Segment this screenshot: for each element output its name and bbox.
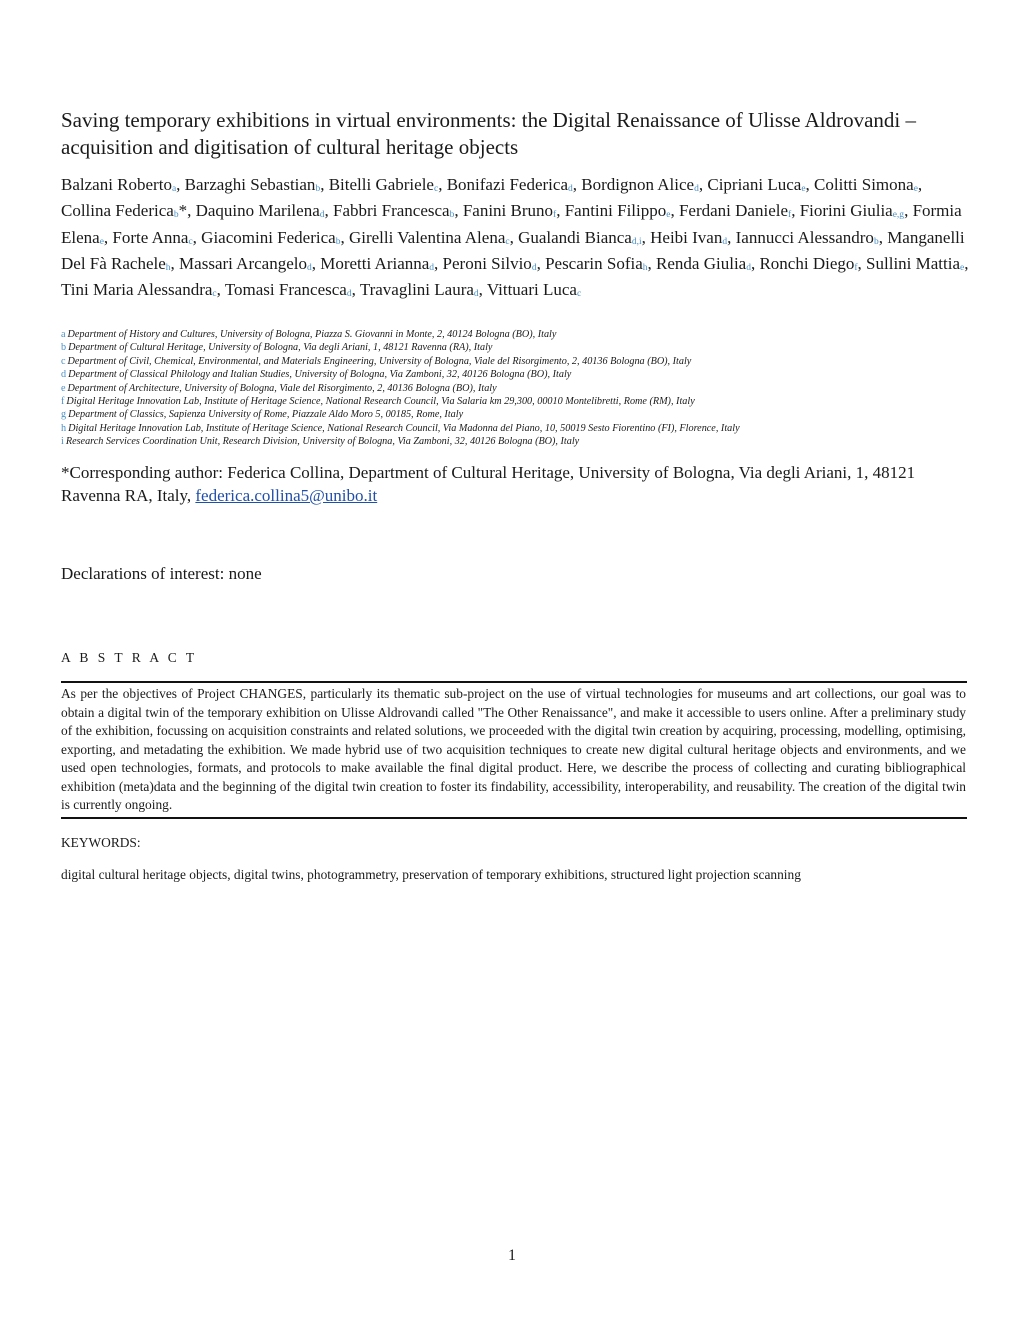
author	[866, 254, 964, 273]
author-affiliation-marker: e,g	[892, 210, 905, 221]
author-name: Cipriani Luca	[707, 175, 802, 194]
author-name: Massari Arcangelo	[179, 253, 307, 273]
author	[201, 228, 340, 247]
author-affiliation-marker: d	[429, 262, 435, 273]
author-name: Ferdani Daniele	[678, 201, 789, 221]
author-name: Forte Anna	[112, 227, 189, 247]
author	[61, 280, 217, 299]
affiliation-text: Digital Heritage Innovation Lab, Institute of Heritage Science, National Research Council, Via Salaria km 29,300, 00010 Montelibretti, Rome (RM), Italy	[66, 396, 695, 408]
author	[185, 175, 321, 194]
author-name: Barzaghi Sebastian	[184, 175, 316, 194]
author-affiliation-marker: d	[473, 289, 479, 300]
affiliation-letter: f	[61, 396, 65, 408]
author-affiliation-marker: e	[99, 236, 104, 247]
author-affiliation-marker: b	[315, 184, 321, 194]
abstract-text: As per the objectives of Project CHANGES, particularly its thematic sub-project on the use of virtual technologies for museums and art collections, our goal was to obtain a digital twin of the temporary exhibition on Ulisse Aldrovandi called "The Other Renaissance", and make it accessible to users online. After a preliminary study of the exhibition, focussing on acquisition constraints and related solutions, we proceeded with the digital twin creation by acquiring, processing, modelling, optimising, exporting, and metadating the exhibition. We made hybrid use of two acquisition techniques to create new digital cultural heritage objects and environments, and we used open technologies, formats, and protocols to make available the final digital product. Here, we describe the process of collecting and curating bibliographical exhibition (meta)data and the beginning of the digital twin creation to foster its findability, accessibility, interoperability, and reusability. The creation of the digital twin is currently ongoing.	[61, 686, 966, 812]
affiliation-letter: a	[61, 329, 66, 340]
author-affiliation-marker: b	[449, 210, 455, 221]
affiliation-letter: d	[61, 369, 67, 381]
author-affiliation-marker: e	[960, 262, 965, 273]
author-name: Tini Maria Alessandra	[61, 280, 213, 300]
author	[650, 228, 727, 247]
affiliation-letter: i	[61, 436, 64, 448]
affiliation-item	[61, 408, 971, 421]
author-list: Balzani Robertoa, Barzaghi Sebastianb, Bitelli Gabrielec, Bonifazi Federicad, Bordignon Aliced, Cipriani Lucae, Colitti Simonae, Collina Federicab*, Daquino Marilenad, Fabbri Francescab, Fanini Brunof, Fantini Filippoe, Ferdani Danielef, Fiorini Giuliae,g, Formia Elenae, Forte Annac, Giacomini Federicab, Girelli Valentina Alenac, Gualandi Biancad,i, Heibi Ivand, Iannucci Alessandrob, Manganelli Del Fà Racheleh, Massari Arcangelod, Moretti Ariannad, Peroni Silviod, Pescarin Sofiah, Renda Giuliad, Ronchi Diegof, Sullini Mattiae, Tini Maria Alessandrac, Tomasi Francescad, Travaglini Laurad, Vittuari Lucac	[61, 175, 969, 300]
author	[545, 254, 647, 273]
declarations-of-interest: Declarations of interest: none	[61, 564, 262, 583]
author-affiliation-marker: e	[801, 184, 806, 194]
affiliation-item	[61, 328, 971, 341]
affiliation-text: Department of Architecture, University of Bologna, Viale del Risorgimento, 2, 40136 Bologna (BO), Italy	[67, 382, 497, 394]
author	[814, 175, 918, 194]
author	[679, 201, 791, 220]
author-name: Girelli Valentina Alena	[348, 227, 506, 247]
affiliation-text: Department of History and Cultures, University of Bologna, Piazza S. Giovanni in Monte, 2, 40124 Bologna (BO), Italy	[67, 329, 557, 340]
author-name: Iannucci Alessandro	[735, 227, 874, 247]
author	[443, 254, 537, 273]
abstract-top-rule	[61, 681, 967, 683]
author-name: Bonifazi Federica	[446, 175, 568, 194]
author-affiliation-marker: d	[746, 262, 751, 273]
affiliation-text: Department of Classical Philology and Italian Studies, University of Bologna, Via Zamboni, 32, 40126 Bologna (BO), Italy	[68, 369, 572, 381]
author	[707, 175, 805, 194]
author-name: Travaglini Laura	[359, 280, 474, 300]
affiliation-letter: h	[61, 422, 67, 434]
author-name: Heibi Ivan	[650, 227, 723, 247]
author	[349, 228, 510, 247]
affiliation-letter: b	[61, 342, 67, 354]
affiliation-item	[61, 395, 971, 408]
affiliation-letter: e	[61, 382, 66, 394]
affiliation-letter: c	[61, 355, 66, 367]
keywords-heading: KEYWORDS:	[61, 835, 141, 850]
author	[196, 201, 325, 220]
author	[61, 175, 176, 194]
author-affiliation-marker: b	[873, 236, 879, 247]
author-affiliation-marker: f	[854, 262, 858, 273]
author-name: Vittuari Luca	[486, 280, 577, 300]
author-name: Pescarin Sofia	[545, 253, 643, 273]
author-name: Fiorini Giulia	[799, 201, 893, 221]
author-name: Ronchi Diego	[759, 253, 855, 273]
author-name: Giacomini Federica	[201, 227, 336, 247]
author-name: Colitti Simona	[814, 175, 914, 194]
affiliation-letter: g	[61, 409, 67, 421]
author-affiliation-marker: c	[505, 236, 510, 247]
affiliation-text: Department of Classics, Sapienza University of Rome, Piazzale Aldo Moro 5, 00185, Rome, Italy	[68, 409, 464, 421]
author-name: Balzani Roberto	[61, 175, 172, 194]
author-affiliation-marker: c	[188, 236, 193, 247]
author	[333, 201, 454, 220]
affiliation-text: Digital Heritage Innovation Lab, Institute of Heritage Science, National Research Council, Via Madonna del Piano, 10, 50019 Sesto Fiorentino (FI), Florence, Italy	[68, 422, 740, 434]
corresponding-email-link[interactable]: federica.collina5@unibo.it	[195, 486, 378, 505]
affiliation-item	[61, 382, 971, 395]
author-affiliation-marker: a	[171, 184, 177, 194]
author-name: Moretti Arianna	[320, 253, 430, 273]
corresponding-marker: *	[178, 201, 188, 221]
author-affiliation-marker: h	[165, 262, 171, 273]
author	[112, 228, 192, 247]
author-name: Collina Federica	[61, 201, 174, 221]
author-affiliation-marker: h	[642, 262, 648, 273]
author	[800, 201, 904, 220]
author-affiliation-marker: f	[788, 210, 792, 221]
author-affiliation-marker: c	[576, 289, 582, 300]
author	[736, 228, 879, 247]
author-name: Formia Elena	[61, 201, 962, 247]
corresponding-author-text: *Corresponding author: Federica Collina, Department of Cultural Heritage, University of Bologna, Via degli Ariani, 1, 48121 Ravenna RA, Italy,	[61, 463, 916, 505]
author-name: Peroni Silvio	[442, 253, 532, 273]
author-name: Gualandi Bianca	[518, 227, 632, 247]
author-affiliation-marker: b	[173, 210, 179, 221]
affiliation-text: Department of Cultural Heritage, University of Bologna, Via degli Ariani, 1, 48121 Ravenna (RA), Italy	[68, 342, 493, 354]
author-affiliation-marker: d,i	[631, 236, 642, 247]
author-name: Daquino Marilena	[195, 201, 320, 221]
affiliation-list	[61, 328, 971, 449]
author-name: Manganelli Del Fà Rachele	[61, 227, 965, 273]
author-name: Bitelli Gabriele	[328, 175, 434, 194]
author	[565, 201, 671, 220]
author	[581, 175, 699, 194]
author	[447, 175, 573, 194]
author-name: Tomasi Francesca	[224, 280, 347, 300]
author-affiliation-marker: d	[319, 210, 325, 221]
author	[463, 201, 556, 220]
author-name: Bordignon Alice	[581, 175, 695, 194]
paper-title: Saving temporary exhibitions in virtual environments: the Digital Renaissance of Ulisse Aldrovandi – acquisition and digitisation of cultural heritage objects	[61, 108, 917, 159]
author	[360, 280, 479, 299]
author	[518, 228, 642, 247]
author-affiliation-marker: d	[722, 236, 728, 247]
author-name: Fabbri Francesca	[332, 201, 450, 221]
author-name: Renda Giulia	[656, 253, 747, 273]
author-affiliation-marker: d	[306, 262, 312, 273]
abstract-heading: A B S T R A C T	[61, 650, 198, 665]
author-affiliation-marker: d	[346, 289, 352, 300]
author-affiliation-marker: d	[694, 184, 699, 194]
corresponding-author	[61, 461, 971, 507]
affiliation-item	[61, 435, 971, 448]
affiliation-text: Department of Civil, Chemical, Environmental, and Materials Engineering, University of Bologna, Viale del Risorgimento, 2, 40136 Bologna (BO), Italy	[67, 355, 692, 367]
author	[329, 175, 439, 194]
author-affiliation-marker: c	[433, 184, 439, 194]
author-affiliation-marker: e	[913, 184, 918, 194]
affiliation-text: Research Services Coordination Unit, Research Division, University of Bologna, Via Zamboni, 32, 40126 Bologna (BO), Italy	[65, 436, 580, 448]
abstract-bottom-rule	[61, 817, 967, 819]
author	[320, 254, 434, 273]
keywords-text: digital cultural heritage objects, digital twins, photogrammetry, preservation of temporary exhibitions, structured light projection scanning	[61, 867, 801, 882]
author-name: Fanini Bruno	[462, 201, 554, 221]
author	[61, 201, 187, 220]
author-affiliation-marker: f	[553, 210, 557, 221]
author	[656, 254, 751, 273]
author-affiliation-marker: b	[335, 236, 341, 247]
author-affiliation-marker: c	[212, 289, 217, 300]
affiliation-item	[61, 355, 971, 368]
author	[225, 280, 352, 299]
author-affiliation-marker: d	[568, 184, 573, 194]
author-name: Sullini Mattia	[866, 253, 961, 273]
author	[179, 254, 312, 273]
author-affiliation-marker: d	[531, 262, 537, 273]
affiliation-item	[61, 368, 971, 381]
affiliation-item	[61, 422, 971, 435]
author	[759, 254, 857, 273]
affiliation-item	[61, 341, 971, 354]
author-name: Fantini Filippo	[564, 201, 667, 221]
page-number: 1	[508, 1247, 516, 1264]
author-affiliation-marker: e	[666, 210, 671, 221]
author	[487, 280, 581, 299]
